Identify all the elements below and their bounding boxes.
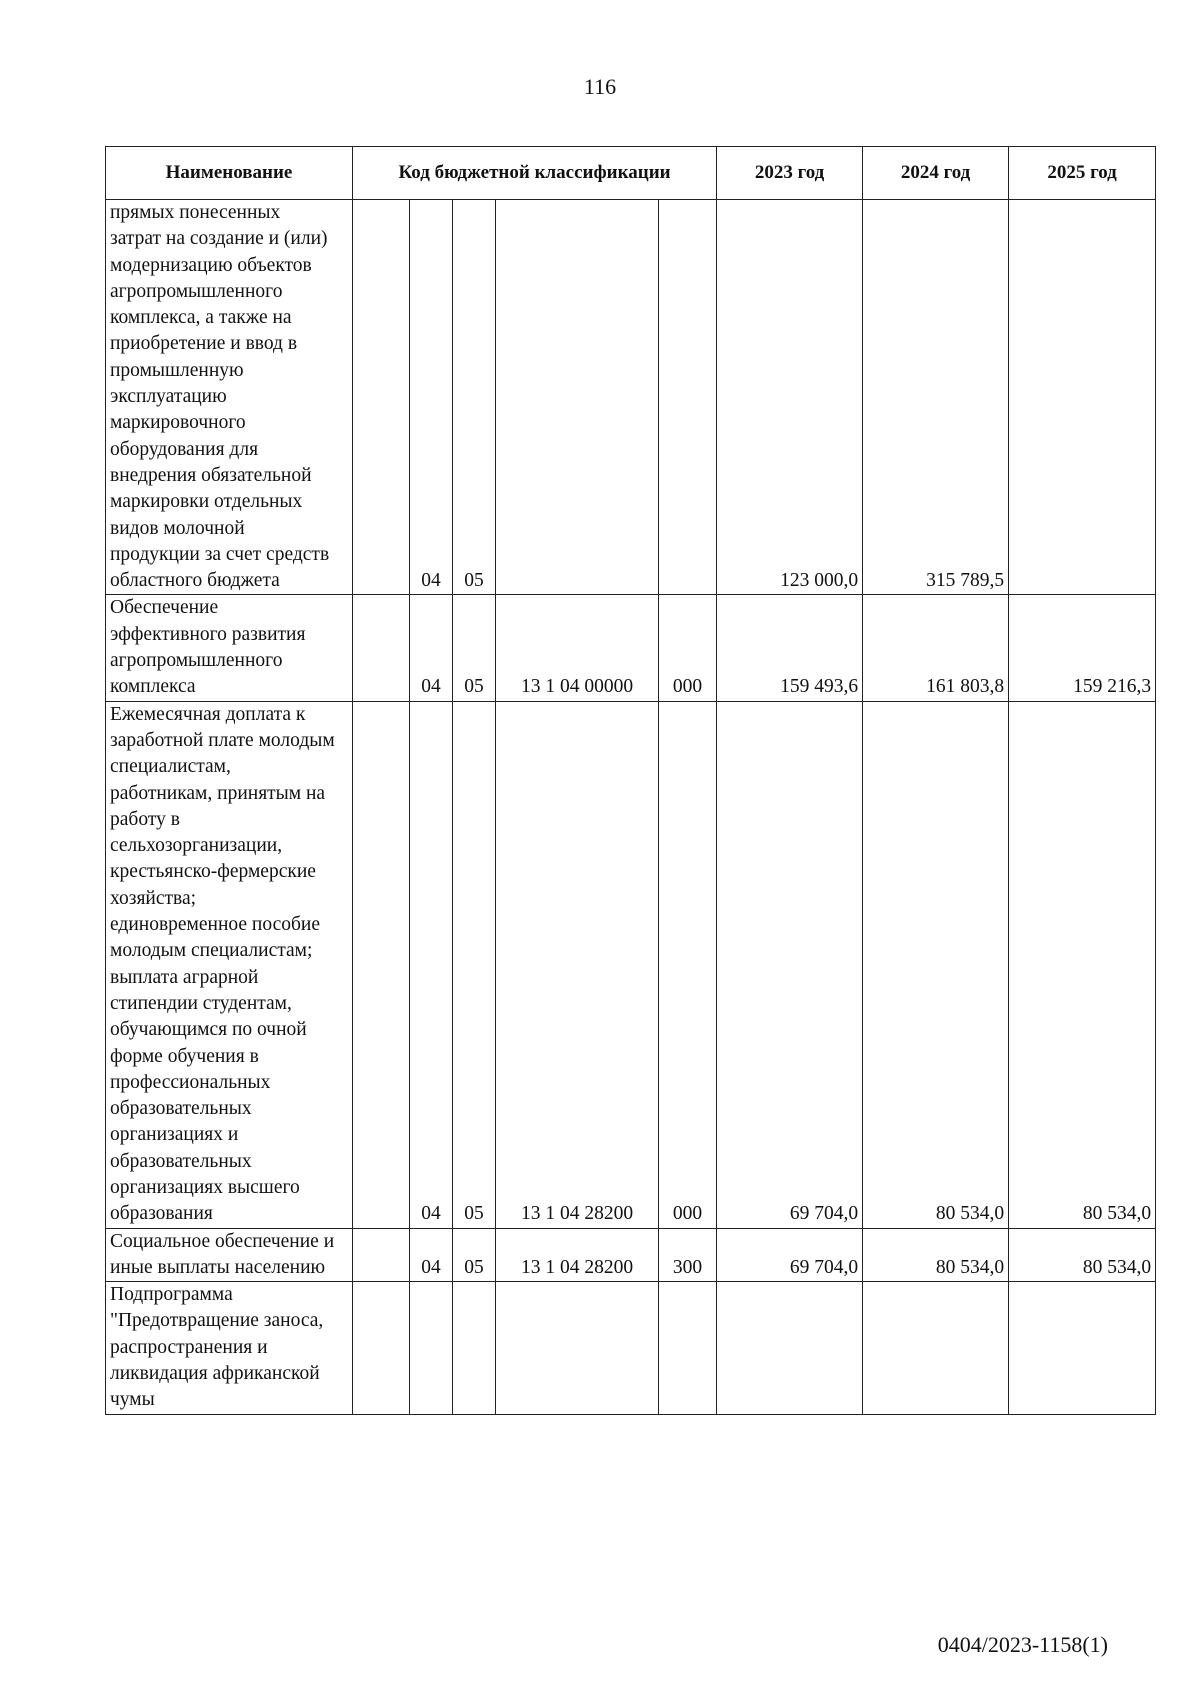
cell-gr (353, 1282, 410, 1414)
cell-rz (410, 1282, 453, 1414)
cell-2024: 80 534,0 (863, 1228, 1009, 1282)
cell-rz: 04 (410, 200, 453, 595)
cell-2024 (863, 1282, 1009, 1414)
row-name: Ежемесячная доплата к заработной плате молодым специалистам, работникам, принятым на работу в сельхозорганизации, крестьянско-фермерские хозяйства; единовременное пособие молодым специалистам; выплата аграрной стипендии студентам, обучающимся по очной форме обучения в профессиональных образовательных организациях и образовательных организациях высшего образования (106, 701, 353, 1228)
table-row (106, 595, 1156, 701)
cell-gr (353, 701, 410, 1228)
cell-cs (496, 1282, 659, 1414)
cell-cs: 13 1 04 28200 (496, 701, 659, 1228)
budget-table (105, 146, 1156, 1415)
row-name: прямых понесенных затрат на создание и (или) модернизацию объектов агропромышленного комплекса, а также на приобретение и ввод в промышленную эксплуатацию маркировочного оборудования для внедрения обязательной маркировки отдельных видов молочной продукции за счет средств областного бюджета (106, 200, 353, 595)
row-name: Обеспечение эффективного развития агропромышленного комплекса (106, 595, 353, 701)
cell-rz: 04 (410, 1228, 453, 1282)
cell-cs: 13 1 04 28200 (496, 1228, 659, 1282)
cell-pr: 05 (453, 701, 496, 1228)
cell-2025: 80 534,0 (1009, 1228, 1156, 1282)
cell-vr: 000 (659, 701, 717, 1228)
table-row (106, 701, 1156, 1228)
cell-vr (659, 1282, 717, 1414)
cell-rz: 04 (410, 701, 453, 1228)
table-row (106, 1282, 1156, 1414)
cell-2025: 159 216,3 (1009, 595, 1156, 701)
cell-2023: 159 493,6 (717, 595, 863, 701)
header-2023: 2023 год (717, 147, 863, 200)
cell-2023 (717, 1282, 863, 1414)
cell-2023: 69 704,0 (717, 701, 863, 1228)
document-code: 0404/2023-1158(1) (937, 1632, 1108, 1657)
cell-gr (353, 595, 410, 701)
cell-pr: 05 (453, 595, 496, 701)
header-2024: 2024 год (863, 147, 1009, 200)
header-name: Наименование (106, 147, 353, 200)
row-name: Социальное обеспечение и иные выплаты населению (106, 1228, 353, 1282)
cell-2024: 80 534,0 (863, 701, 1009, 1228)
cell-2023: 123 000,0 (717, 200, 863, 595)
cell-2025 (1009, 1282, 1156, 1414)
cell-cs (496, 200, 659, 595)
header-code: Код бюджетной классификации (353, 147, 717, 200)
table-row (106, 1228, 1156, 1282)
row-name: Подпрограмма "Предотвращение заноса, распространения и ликвидация африканской чумы (106, 1282, 353, 1414)
cell-2024: 161 803,8 (863, 595, 1009, 701)
table-row (106, 200, 1156, 595)
cell-rz: 04 (410, 595, 453, 701)
cell-vr: 000 (659, 595, 717, 701)
cell-gr (353, 1228, 410, 1282)
cell-2025 (1009, 200, 1156, 595)
cell-vr: 300 (659, 1228, 717, 1282)
cell-2023: 69 704,0 (717, 1228, 863, 1282)
cell-pr: 05 (453, 1228, 496, 1282)
cell-cs: 13 1 04 00000 (496, 595, 659, 701)
cell-vr (659, 200, 717, 595)
cell-gr (353, 200, 410, 595)
cell-2024: 315 789,5 (863, 200, 1009, 595)
cell-pr (453, 1282, 496, 1414)
header-2025: 2025 год (1009, 147, 1156, 200)
table-header-row (106, 147, 1156, 200)
page-number: 116 (583, 74, 617, 99)
cell-2025: 80 534,0 (1009, 701, 1156, 1228)
cell-pr: 05 (453, 200, 496, 595)
